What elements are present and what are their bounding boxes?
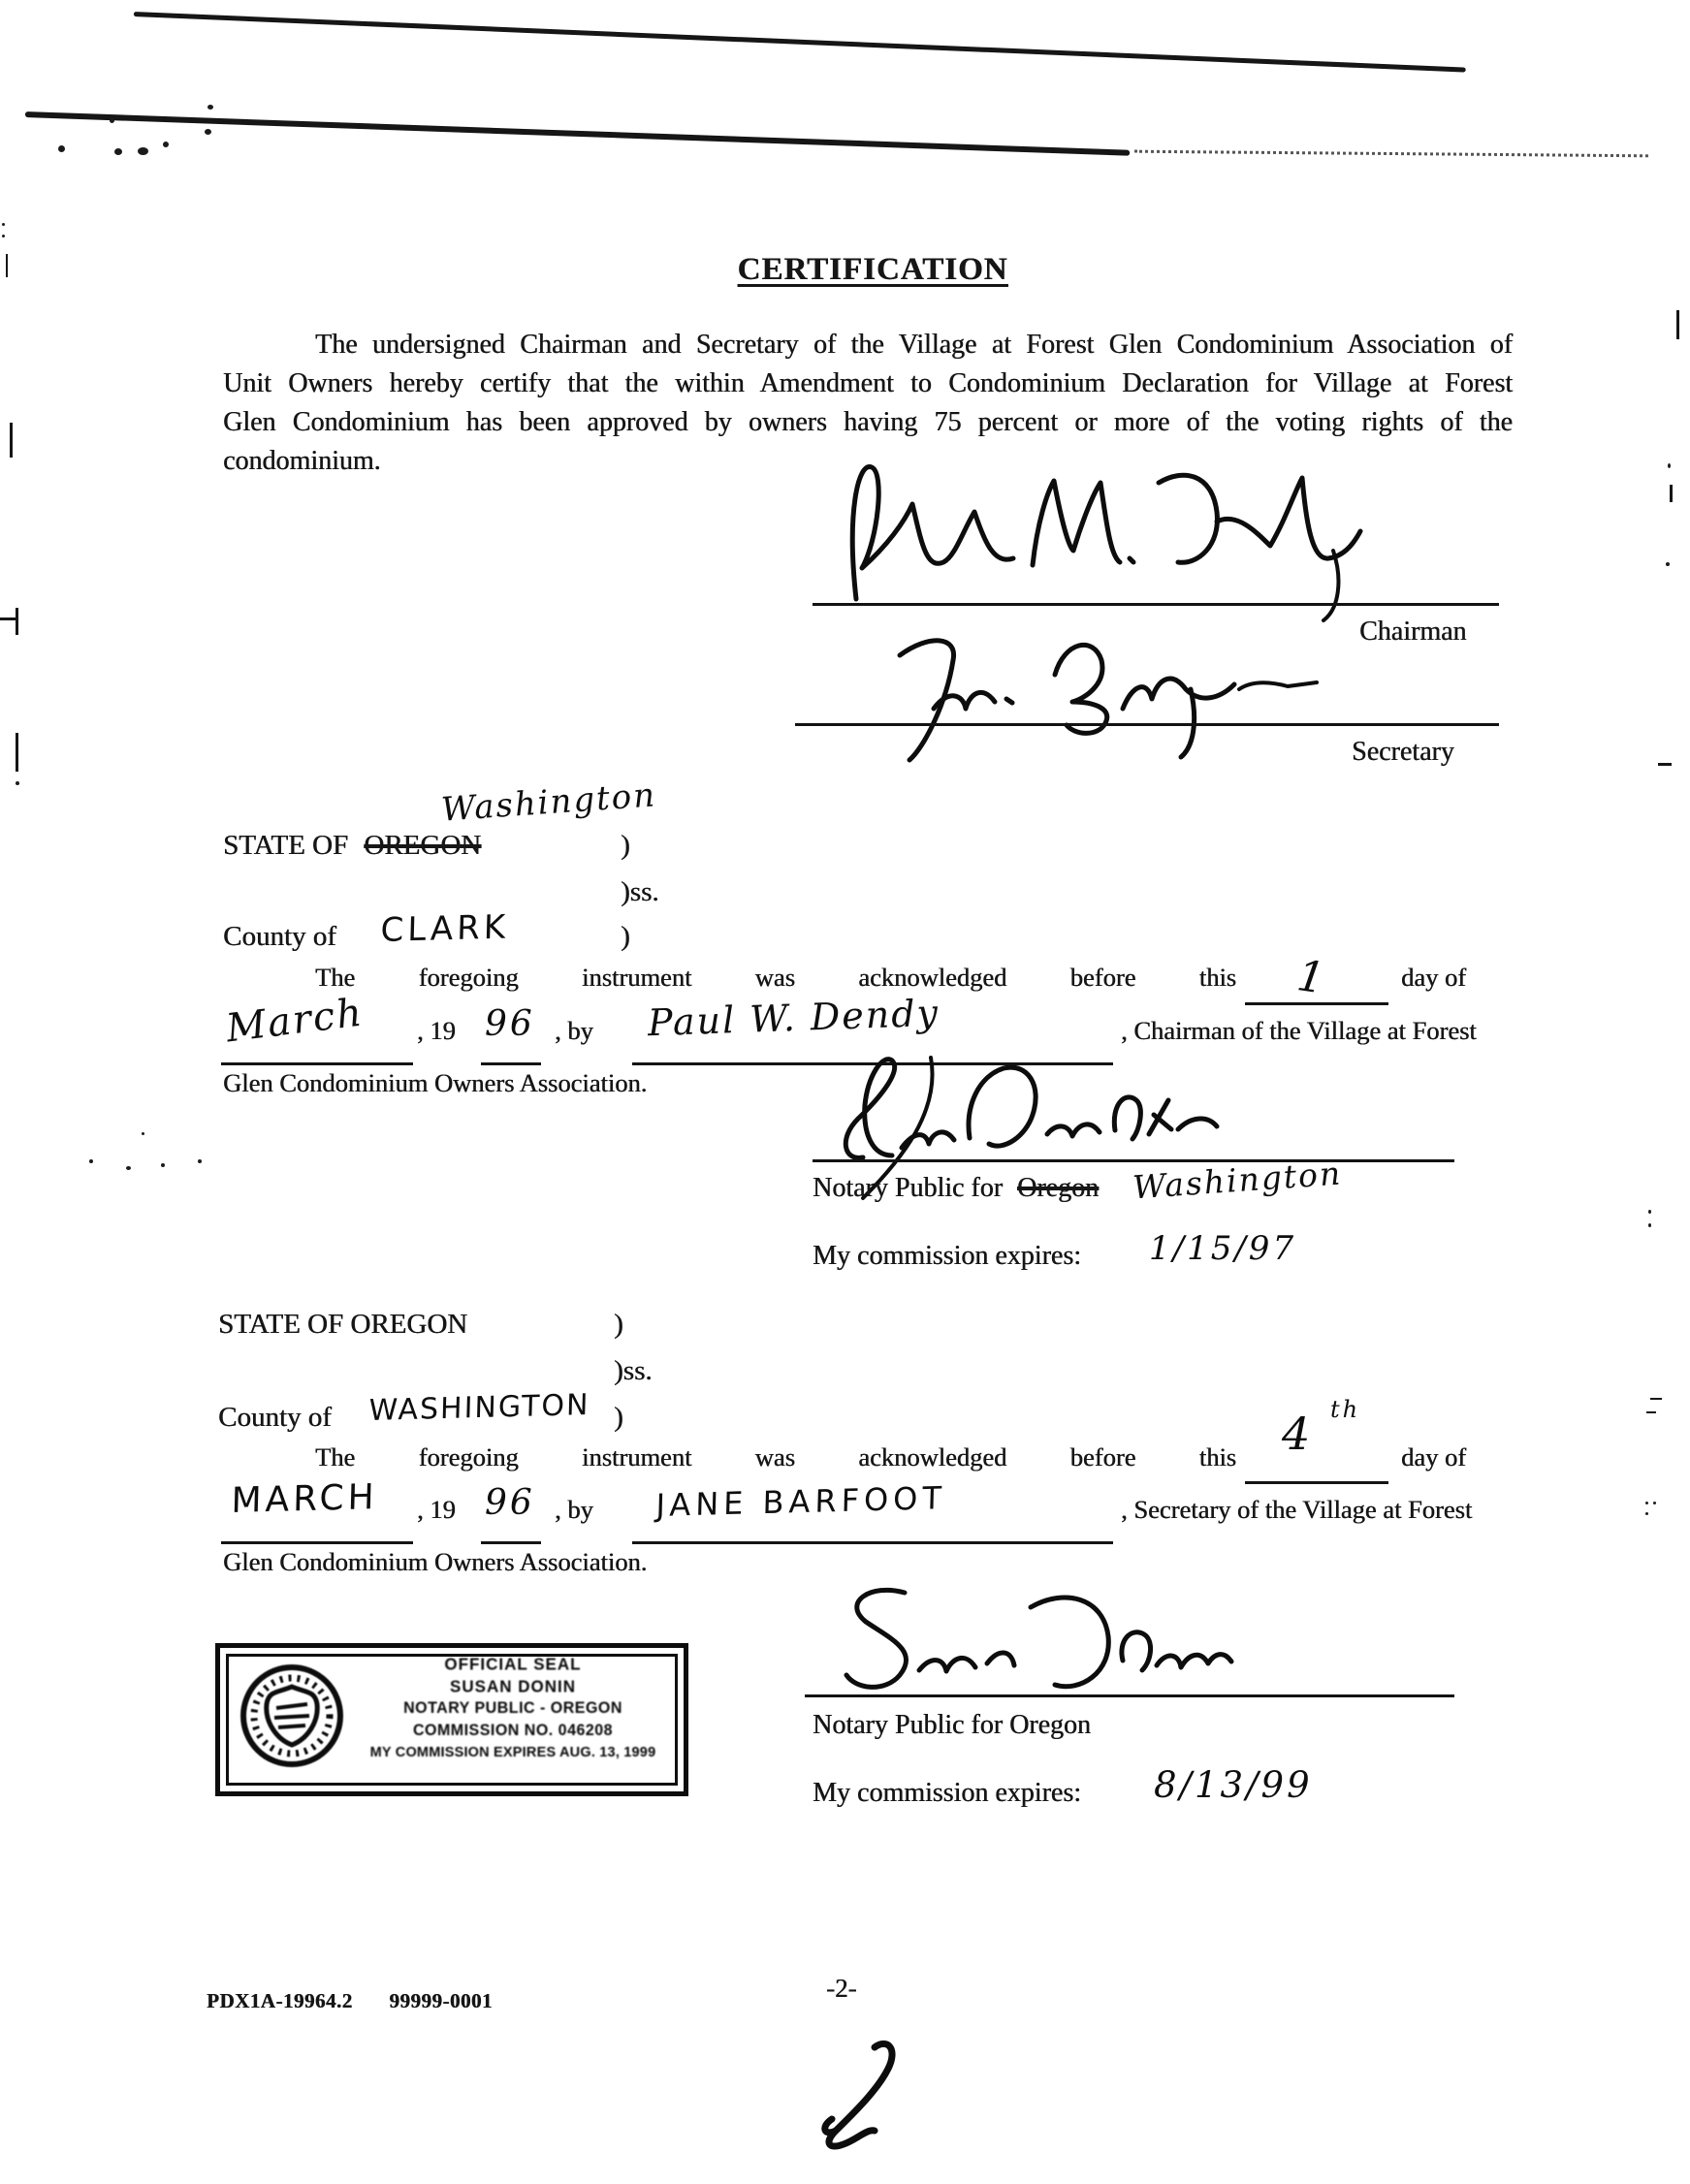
- seal-line-title: NOTARY PUBLIC - OREGON: [403, 1699, 622, 1718]
- notary1-role-prefix: Notary Public for: [813, 1173, 1003, 1203]
- scan-artifact-top-line-1: [134, 12, 1466, 73]
- ink-speck: [138, 147, 148, 155]
- margin-mark: [1653, 1502, 1656, 1504]
- ink-speck: [58, 145, 65, 152]
- ack1-year-blank: [481, 1062, 541, 1065]
- footer-document-number: [207, 1989, 493, 2013]
- venue1-state-struck: OREGON: [364, 830, 482, 861]
- client-matter-number: 99999-0001: [389, 1989, 493, 2012]
- scan-artifact-top-line-2-tail: [1134, 150, 1648, 158]
- venue1-state-prefix: STATE OF: [223, 830, 348, 861]
- ink-speck: [110, 118, 114, 123]
- document-number: PDX1A-19964.2: [207, 1989, 353, 2012]
- ink-speck: [205, 129, 211, 135]
- notary-seal-stamp: [215, 1643, 688, 1796]
- seal-line-commission-no: COMMISSION NO. 046208: [412, 1722, 614, 1740]
- scan-artifact-top-line-2: [25, 111, 1131, 156]
- ack2-handwritten-month: MARCH: [231, 1477, 379, 1521]
- margin-mark: [142, 1132, 144, 1135]
- notary1-state-struck: Oregon: [1016, 1173, 1099, 1203]
- margin-mark: [1648, 1210, 1651, 1214]
- notary1-expires-label: My commission expires:: [813, 1241, 1081, 1271]
- venue2-ss: )ss.: [614, 1355, 653, 1386]
- margin-mark: [16, 608, 18, 635]
- venue1-handwritten-state: Washington: [439, 775, 658, 830]
- ack2-handwritten-day-suffix: th: [1330, 1396, 1361, 1423]
- ack2-name-blank: [632, 1541, 1113, 1544]
- ink-speck: [114, 148, 122, 155]
- ack1-line1: The foregoing instrument was acknowledged before this: [315, 963, 1236, 992]
- venue1-ss: )ss.: [621, 876, 659, 907]
- ack1-handwritten-month: March: [223, 990, 367, 1052]
- margin-mark: [161, 1163, 165, 1167]
- margin-mark: [1645, 1512, 1648, 1515]
- margin-mark: [89, 1159, 93, 1163]
- notary-seal-text: [358, 1654, 668, 1763]
- notary2-expires-label: My commission expires:: [813, 1778, 1081, 1808]
- ink-speck: [207, 105, 213, 110]
- margin-mark: [2, 223, 5, 226]
- ack2-line1-tail: day of: [1401, 1442, 1466, 1472]
- margin-mark: [10, 423, 13, 458]
- notary1-signature: [824, 1049, 1251, 1167]
- notary-seal-emblem: [238, 1662, 346, 1770]
- ack1-handwritten-year: 96: [485, 1004, 535, 1044]
- notary1-signature-line: [813, 1159, 1454, 1162]
- margin-mark: [16, 733, 18, 772]
- intro-paragraph: The undersigned Chairman and Secretary of the Village at Forest Glen Condominium Association of Unit Owners hereby certify that the within Amendment to Condominium Declaration for Village at Forest Glen Condominium has been approved by owners having 75 percent or more of the voting rights of the condominium.: [223, 330, 1513, 476]
- notary2-handwritten-expiry: 8/13/99: [1154, 1764, 1313, 1806]
- margin-mark: [16, 781, 19, 785]
- margin-mark: [1645, 1502, 1648, 1504]
- ack2-line2-tail: , Secretary of the Village at Forest: [1121, 1495, 1473, 1524]
- venue2-county-prefix: County of: [218, 1402, 332, 1433]
- chairman-signature: [829, 454, 1372, 623]
- margin-mark: [198, 1159, 202, 1163]
- margin-mark: [1666, 562, 1670, 566]
- notary1-handwritten-state: Washington: [1131, 1154, 1344, 1207]
- seal-line-expiry: MY COMMISSION EXPIRES AUG. 13, 1999: [369, 1744, 656, 1761]
- margin-mark: [6, 254, 8, 277]
- margin-mark: [1650, 1398, 1662, 1400]
- venue1-state-line: [223, 830, 481, 862]
- footer-handwritten-page-number: [814, 2036, 907, 2152]
- ack2-handwritten-day: 4: [1282, 1408, 1314, 1460]
- ack1-year-prefix: , 19: [417, 1016, 456, 1045]
- margin-mark: [2, 235, 5, 237]
- venue1-paren: ): [621, 830, 630, 861]
- ack2-month-blank: [221, 1541, 413, 1544]
- ack2-day-blank: [1245, 1481, 1388, 1484]
- ack2-handwritten-year: 96: [485, 1483, 535, 1523]
- footer-page-number: -2-: [826, 1974, 857, 2003]
- ack1-month-blank: [221, 1062, 413, 1065]
- venue2-state-line: STATE OF OREGON: [218, 1309, 468, 1340]
- venue1-handwritten-county: CLARK: [380, 907, 510, 950]
- margin-mark: [1646, 1411, 1656, 1413]
- ack1-by-label: , by: [555, 1016, 593, 1045]
- ack2-year-prefix: , 19: [417, 1495, 456, 1524]
- ack1-handwritten-name: Paul W. Dendy: [647, 991, 941, 1045]
- notary2-signature-line: [805, 1694, 1454, 1697]
- seal-line-official-seal: OFFICIAL SEAL: [444, 1654, 582, 1674]
- secretary-label: Secretary: [1352, 737, 1454, 767]
- margin-mark: [1668, 463, 1671, 468]
- notary2-role-line: Notary Public for Oregon: [813, 1710, 1091, 1740]
- secretary-signature: [842, 617, 1326, 762]
- ack2-handwritten-name: JANE BARFOOT: [655, 1479, 947, 1524]
- margin-mark: [126, 1166, 131, 1170]
- ink-speck: [163, 142, 169, 147]
- chairman-label: Chairman: [1359, 617, 1467, 647]
- notary1-role-row: [813, 1173, 1099, 1204]
- ack2-line3: Glen Condominium Owners Association.: [223, 1547, 648, 1576]
- ack1-line2-tail: , Chairman of the Village at Forest: [1121, 1016, 1477, 1045]
- notary2-signature: [813, 1578, 1278, 1700]
- venue2-paren: ): [614, 1309, 623, 1340]
- secretary-signature-line: [795, 723, 1499, 726]
- seal-line-name: SUSAN DONIN: [449, 1676, 576, 1696]
- venue1-paren2: ): [621, 921, 630, 952]
- venue2-handwritten-county: WASHINGTON: [368, 1387, 590, 1428]
- margin-mark: [1676, 310, 1679, 339]
- margin-mark: [1658, 763, 1672, 766]
- ack2-by-label: , by: [555, 1495, 593, 1524]
- ack2-year-blank: [481, 1541, 541, 1544]
- notary1-handwritten-expiry: 1/15/97: [1149, 1229, 1297, 1268]
- ack1-line3: Glen Condominium Owners Association.: [223, 1068, 648, 1097]
- ack1-line1-tail: day of: [1401, 963, 1466, 992]
- page-title: CERTIFICATION: [737, 252, 1008, 287]
- margin-mark: [1648, 1223, 1651, 1227]
- margin-mark: [1670, 485, 1673, 502]
- ack1-handwritten-day: 1: [1293, 951, 1331, 1004]
- venue1-county-prefix: County of: [223, 921, 336, 952]
- venue2-paren2: ): [614, 1402, 623, 1433]
- ack2-line1: The foregoing instrument was acknowledged before this: [315, 1442, 1236, 1472]
- chairman-signature-line: [813, 603, 1499, 606]
